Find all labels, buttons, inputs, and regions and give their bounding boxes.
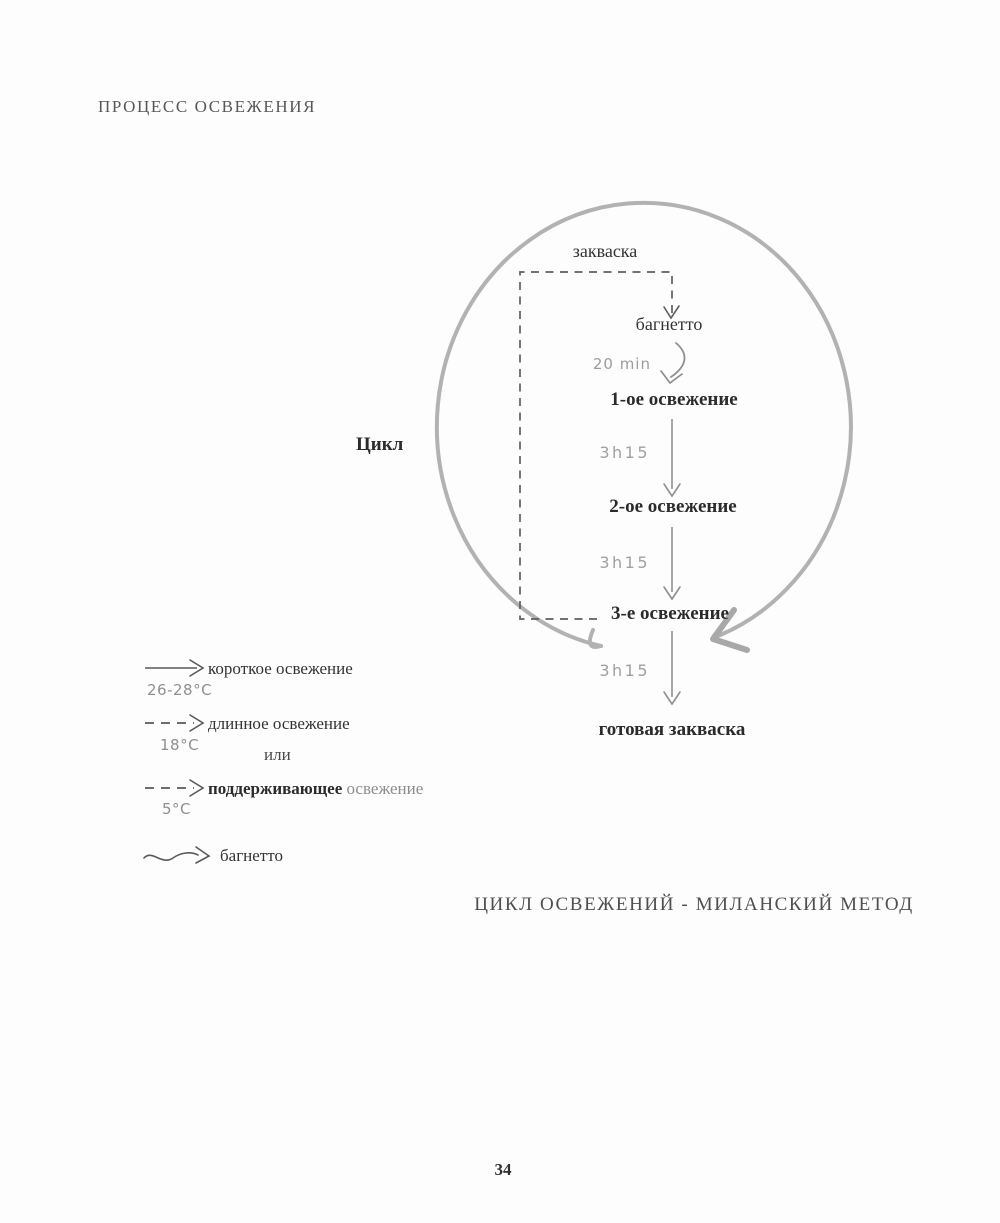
node-refresh-1: 1-ое освежение xyxy=(610,389,738,410)
legend-label-maintain xyxy=(208,779,423,799)
legend-label-maintain-rest: освежение xyxy=(342,779,424,798)
cycle-label: Цикл xyxy=(356,434,404,455)
node-refresh-3: 3-е освежение xyxy=(611,603,729,624)
legend-temp-long: 18°C xyxy=(160,736,200,754)
node-final: готовая закваска xyxy=(598,719,746,740)
cycle-ellipse-arc xyxy=(437,203,851,646)
page-number: 34 xyxy=(494,1160,512,1179)
interval-3: 3h15 xyxy=(599,661,650,680)
legend-temp-maintain: 5°C xyxy=(162,800,192,818)
legend-label-long: длинное освежение xyxy=(208,714,350,733)
legend-label-maintain-strong: поддерживающее xyxy=(208,779,343,798)
bagnetto-curve-arrow xyxy=(671,343,685,377)
interval-bagnetto: 20 min xyxy=(592,355,651,373)
diagram-caption: ЦИКЛ ОСВЕЖЕНИЙ - МИЛАНСКИЙ МЕТОД xyxy=(474,894,914,915)
legend-dashed-arrowhead-long-icon xyxy=(190,715,203,731)
page-title: ПРОЦЕСС ОСВЕЖЕНИЯ xyxy=(98,97,317,116)
legend-label-bagnetto: багнетто xyxy=(220,846,283,865)
legend-temp-short: 26-28°C xyxy=(147,681,213,699)
node-starter: закваска xyxy=(572,241,638,261)
node-bagnetto: багнетто xyxy=(635,314,703,334)
legend-wavy-arrow xyxy=(144,853,198,860)
legend-label-short: короткое освежение xyxy=(208,659,353,678)
interval-1: 3h15 xyxy=(599,443,650,462)
node-refresh-2: 2-ое освежение xyxy=(609,496,737,517)
legend-or-label: или xyxy=(264,745,291,764)
interval-2: 3h15 xyxy=(599,553,650,572)
legend-dashed-arrowhead-maintain-icon xyxy=(190,780,203,796)
